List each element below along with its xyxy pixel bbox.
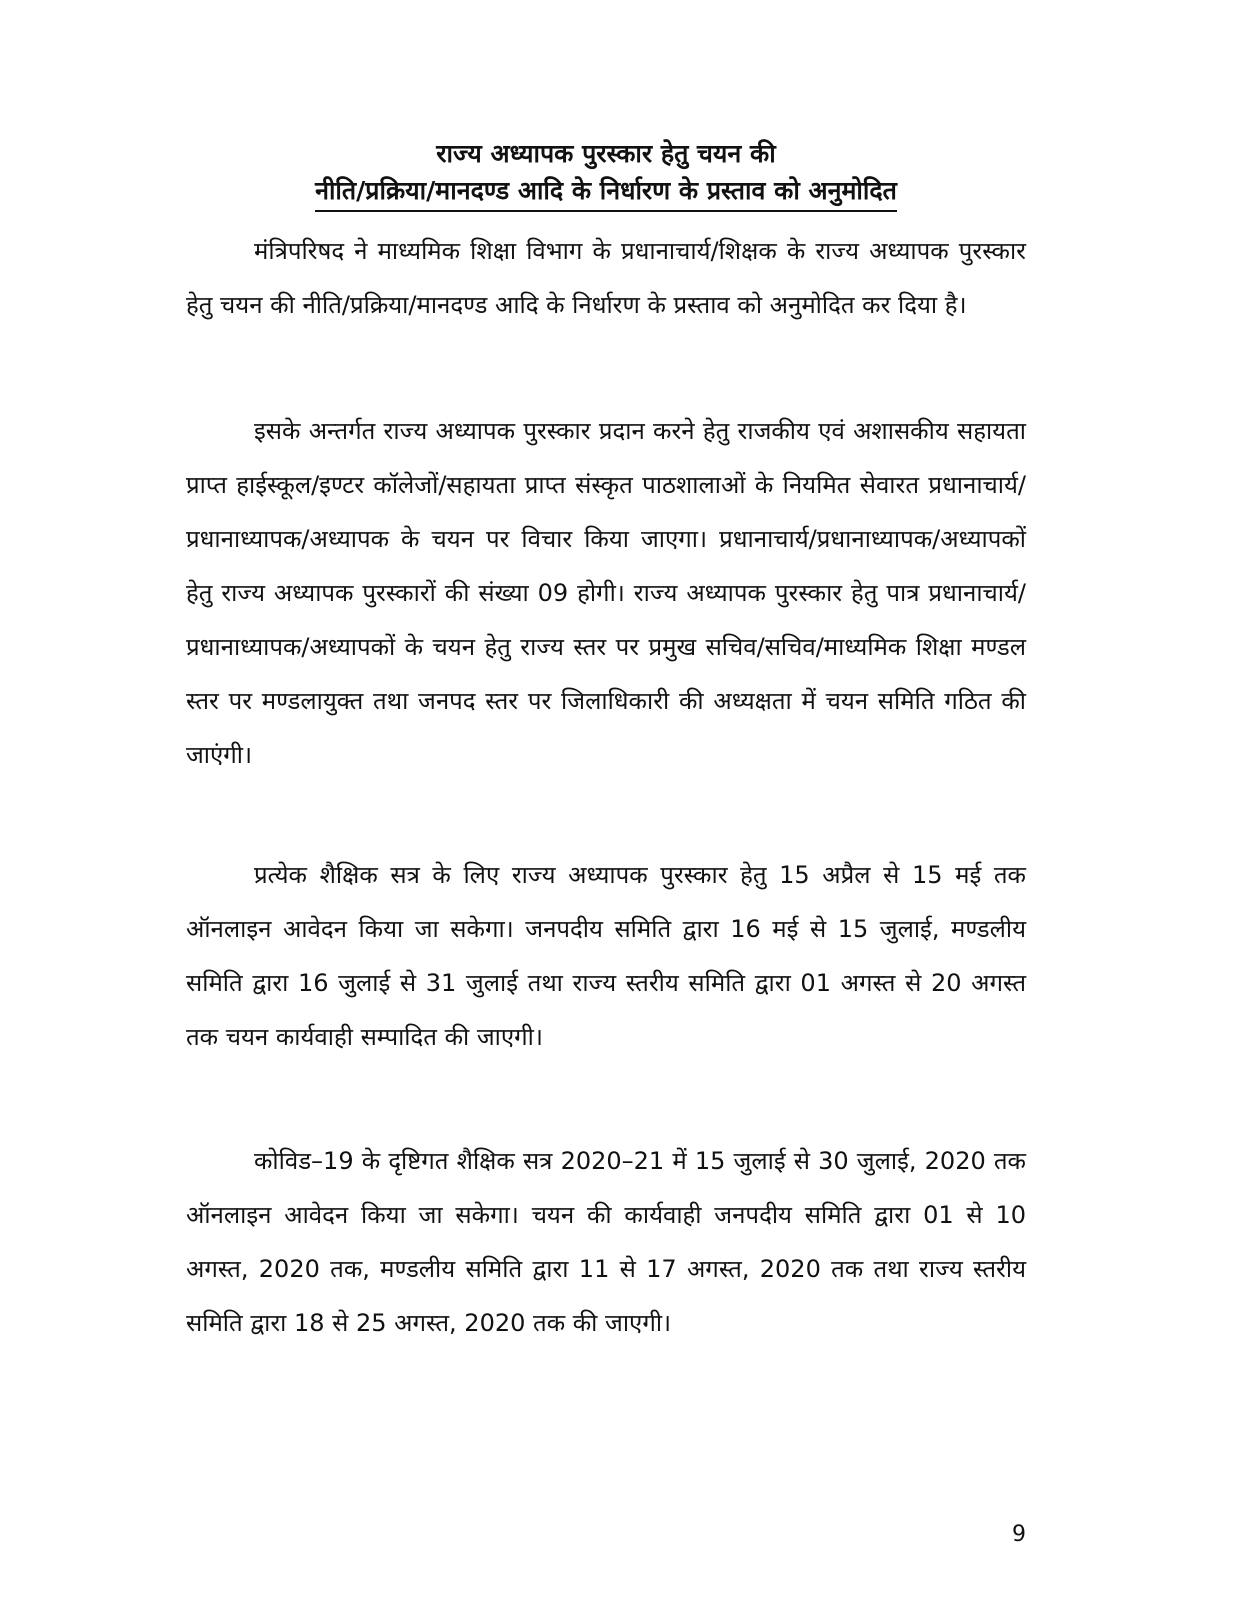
paragraph-schedule: प्रत्येक शैक्षिक सत्र के लिए राज्य अध्यापक पुरस्कार हेतु 15 अप्रैल से 15 मई तक ऑनलाइन आवेदन किया जा सकेगा। जनपदीय समिति द्वारा 16 मई से 15 जुलाई, मण्डलीय समिति द्वारा 16 जुलाई से 31 जुलाई तथा राज्य स्तरीय समिति द्वारा 01 अगस्त से 20 अगस्त तक चयन कार्यवाही सम्पादित की जाएगी। [186, 861, 1026, 1051]
paragraph-approval: मंत्रिपरिषद ने माध्यमिक शिक्षा विभाग के प्रधानाचार्य/शिक्षक के राज्य अध्यापक पुरस्कार हेतु चयन की नीति/प्रक्रिया/मानदण्ड आदि के निर्धारण के प्रस्ताव को अनुमोदित कर दिया है। [186, 237, 1026, 319]
document-title [186, 134, 1026, 212]
title-line-1: राज्य अध्यापक पुरस्कार हेतु चयन की [436, 139, 776, 168]
paragraph-eligibility: इसके अन्तर्गत राज्य अध्यापक पुरस्कार प्रदान करने हेतु राजकीय एवं अशासकीय सहायता प्राप्त हाईस्कूल/इण्टर कॉलेजों/सहायता प्राप्त संस्कृत पाठशालाओं के नियमित सेवारत प्रधानाचार्य/प्रधानाध्यापक/अध्यापक के चयन पर विचार किया जाएगा। प्रधानाचार्य/प्रधानाध्यापक/अध्यापकों हेतु राज्य अध्यापक पुरस्कारों की संख्या 09 होगी। राज्य अध्यापक पुरस्कार हेतु पात्र प्रधानाचार्य/प्रधानाध्यापक/अध्यापकों के चयन हेतु राज्य स्तर पर प्रमुख सचिव/सचिव/माध्यमिक शिक्षा मण्डल स्तर पर मण्डलायुक्त तथा जनपद स्तर पर जिलाधिकारी की अध्यक्षता में चयन समिति गठित की जाएंगी। [186, 417, 1026, 769]
paragraph-covid-schedule: कोविड–19 के दृष्टिगत शैक्षिक सत्र 2020–21 में 15 जुलाई से 30 जुलाई, 2020 तक ऑनलाइन आवेदन किया जा सकेगा। चयन की कार्यवाही जनपदीय समिति द्वारा 01 से 10 अगस्त, 2020 तक, मण्डलीय समिति द्वारा 11 से 17 अगस्त, 2020 तक तथा राज्य स्तरीय समिति द्वारा 18 से 25 अगस्त, 2020 तक की जाएगी। [186, 1147, 1026, 1337]
title-line-2: नीति/प्रक्रिया/मानदण्ड आदि के निर्धारण के प्रस्ताव को अनुमोदित [315, 174, 897, 212]
page-number: 9 [1012, 1522, 1026, 1547]
